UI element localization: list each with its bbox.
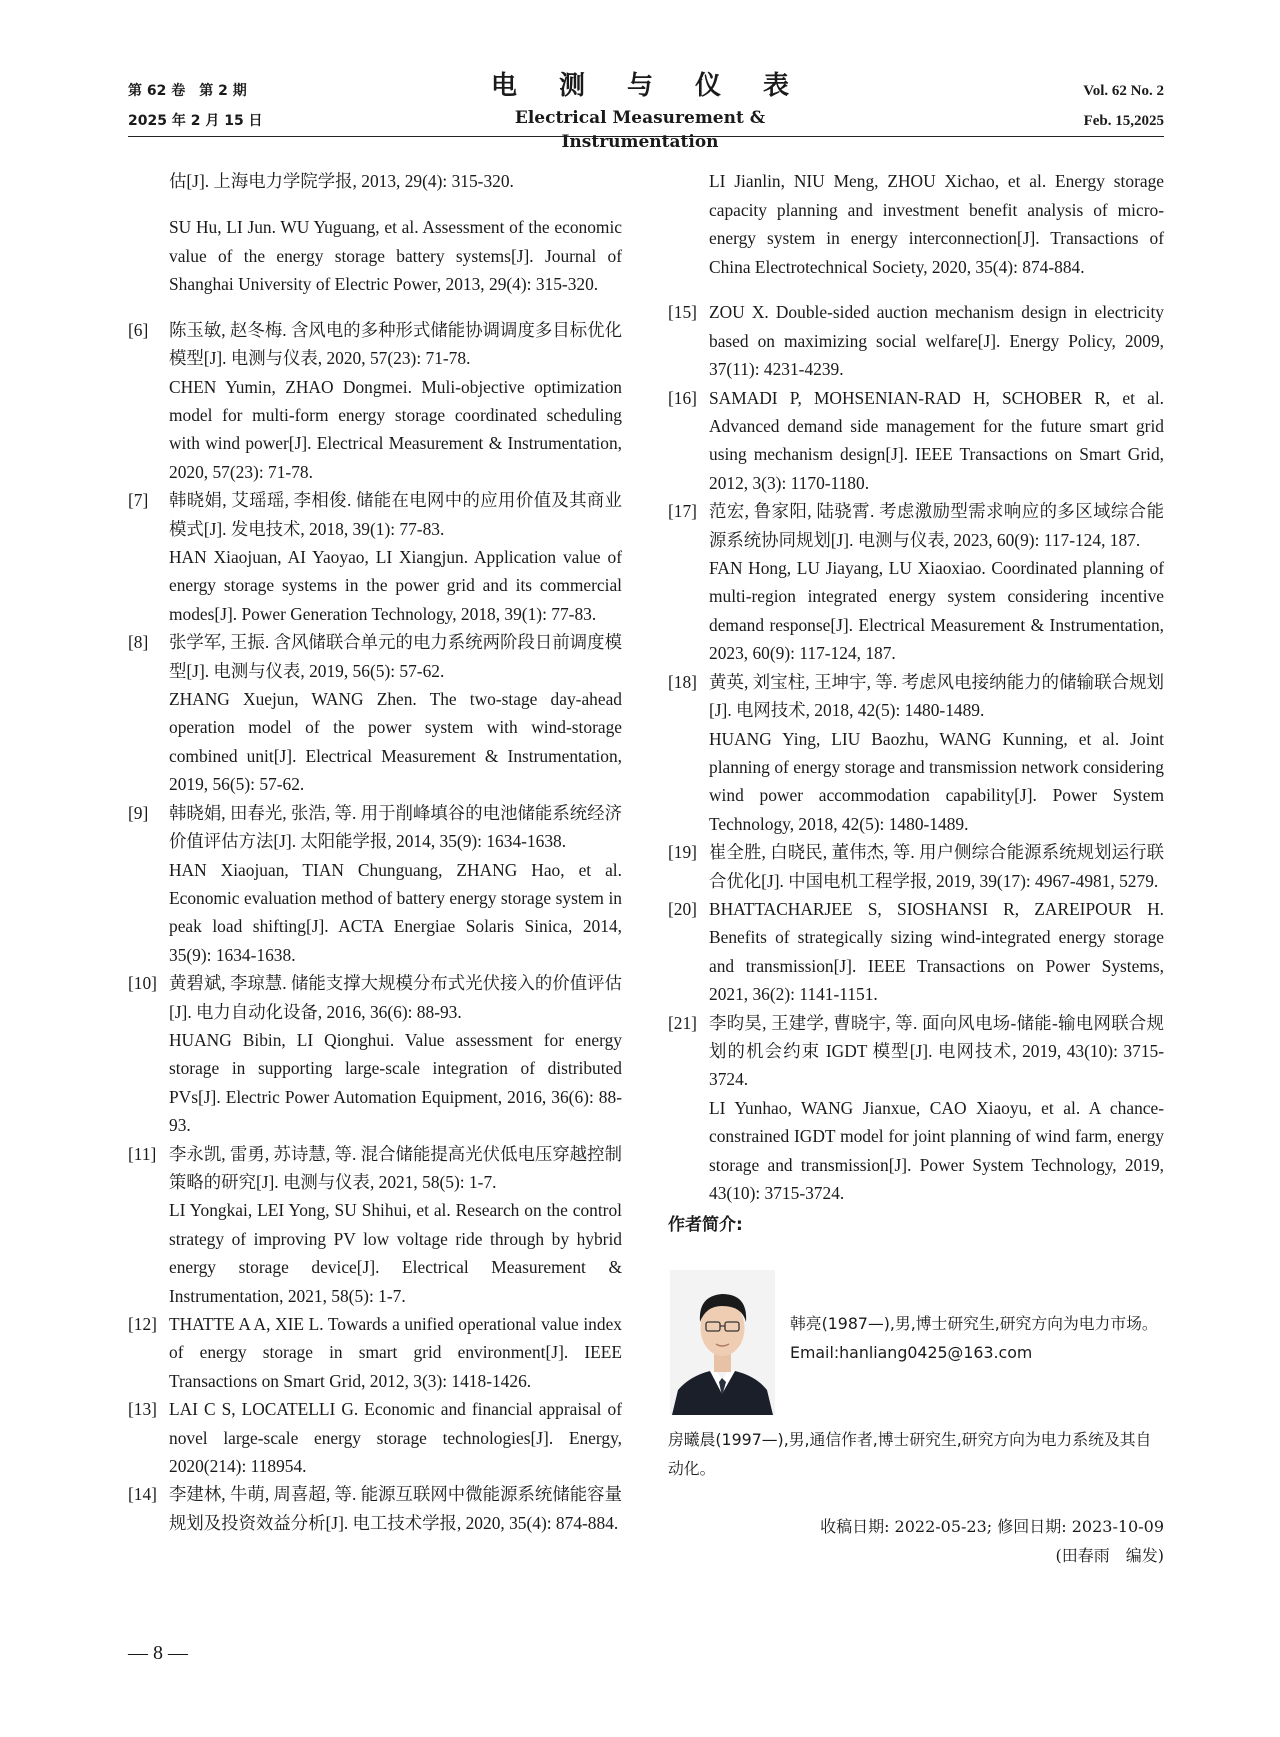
page-number: — 8 —: [128, 1642, 188, 1664]
reference-en-text: SAMADI P, MOHSENIAN-RAD H, SCHOBER R, et al. Advanced demand side management for the future smart grid using mechanism design[J]. IEEE Transactions on Smart Grid, 2012, 3(3): 1170-1180.: [709, 387, 1164, 493]
reference-item: [128, 486, 622, 628]
reference-number: [11]: [128, 1143, 157, 1164]
reference-item: [668, 838, 1164, 895]
date-cn: 2025 年 2 月 15 日: [128, 113, 263, 129]
editor-note: (田春雨 编发): [1055, 1546, 1164, 1565]
reference-cn-text: 陈玉敏, 赵冬梅. 含风电的多种形式储能协调调度多目标优化模型[J]. 电测与仪表, 2020, 57(23): 71-78.: [169, 319, 622, 369]
reference-number: [20]: [668, 898, 697, 919]
reference-en-text: FAN Hong, LU Jiayang, LU Xiaoxiao. Coordinated planning of multi-region integrated energy system considering incentive demand response[J]. Electrical Measurement & Instrumentation, 2023, 60(9): 117-124, 187.: [709, 558, 1164, 664]
reference-item: [128, 1395, 622, 1480]
reference-list-right: [668, 298, 1164, 1207]
reference-item: [668, 298, 1164, 383]
journal-title-en: Electrical Measurement & Instrumentation: [514, 108, 766, 152]
reference-en-text: HAN Xiaojuan, AI Yaoyao, LI Xiangjun. Application value of energy storage systems in the power grid and its commercial modes[J]. Power Generation Technology, 2018, 39(1): 77-83.: [169, 547, 622, 624]
received-revised-dates: 收稿日期: 2022-05-23; 修回日期: 2023-10-09: [820, 1517, 1164, 1536]
reference-item: [668, 384, 1164, 498]
issue-info-cn: [128, 76, 328, 136]
header-rule: [128, 136, 1164, 137]
reference-cn-text: 崔全胜, 白晓民, 董伟杰, 等. 用户侧综合能源系统规划运行联合优化[J]. 中国电机工程学报, 2019, 39(17): 4967-4981, 5279.: [709, 842, 1164, 891]
reference-item: [128, 316, 622, 486]
author-photo: [670, 1270, 775, 1415]
reference-item: [128, 628, 622, 798]
right-column: [668, 150, 1164, 1241]
journal-title: [440, 68, 840, 154]
reference-en-text: HUANG Bibin, LI Qionghui. Value assessment for energy storage in supporting large-scale integration of distributed PVs[J]. Electric Power Automation Equipment, 2016, 36(6): 88-93.: [169, 1029, 622, 1136]
reference-item: [668, 497, 1164, 667]
reference-list-left: [128, 316, 622, 1537]
reference-number: [18]: [668, 671, 697, 692]
reference-item: [128, 1310, 622, 1395]
author-bio-heading: 作者简介:: [668, 1215, 743, 1236]
reference-cn-text: 范宏, 鲁家阳, 陆骁霄. 考虑激励型需求响应的多区域综合能源系统协同规划[J]. 电测与仪表, 2023, 60(9): 117-124, 187.: [709, 501, 1164, 550]
reference-number: [10]: [128, 973, 157, 994]
reference-cn-text: 黄英, 刘宝柱, 王坤宇, 等. 考虑风电接纳能力的储输联合规划[J]. 电网技术, 2018, 42(5): 1480-1489.: [709, 671, 1164, 721]
author-portrait-image: [670, 1270, 775, 1415]
reference-item: [128, 1480, 622, 1537]
reference-en-text: THATTE A A, XIE L. Towards a unified operational value index of energy storage in smart grid environment[J]. IEEE Transactions on Smart Grid, 2012, 3(3): 1418-1426.: [169, 1314, 622, 1391]
reference-5-continued: [128, 167, 622, 298]
reference-number: [17]: [668, 501, 697, 522]
left-column: [128, 150, 622, 1537]
reference-number: [16]: [668, 387, 697, 408]
reference-cn-text: 黄碧斌, 李琼慧. 储能支撑大规模分布式光伏接入的价值评估[J]. 电力自动化设备, 2016, 36(6): 88-93.: [169, 973, 622, 1022]
reference-number: [15]: [668, 302, 697, 323]
reference-cn-text: 估[J]. 上海电力学院学报, 2013, 29(4): 315-320.: [169, 171, 514, 192]
reference-cn-text: 李建林, 牛萌, 周喜超, 等. 能源互联网中微能源系统储能容量规划及投资效益分析[J]. 电工技术学报, 2020, 35(4): 874-884.: [169, 1484, 622, 1533]
reference-en-text: LAI C S, LOCATELLI G. Economic and financial appraisal of novel large-scale energy storage technologies[J]. Energy, 2020(214): 118954.: [169, 1399, 622, 1477]
reference-cn-text: 李昀昊, 王建学, 曹晓宇, 等. 面向风电场-储能-输电网联合规划的机会约束 IGDT 模型[J]. 电网技术, 2019, 43(10): 3715-3724.: [709, 1012, 1164, 1090]
submission-dates-block: [668, 1512, 1164, 1570]
reference-en-text: HAN Xiaojuan, TIAN Chunguang, ZHANG Hao, et al. Economic evaluation method of battery energy storage system in peak load shifting[J]. ACTA Energiae Solaris Sinica, 2014, 35(9): 1634-1638.: [169, 859, 622, 965]
reference-cn-text: 张学军, 王振. 含风储联合单元的电力系统两阶段日前调度模型[J]. 电测与仪表, 2019, 56(5): 57-62.: [169, 632, 622, 681]
reference-cn-text: 韩晓娟, 田春光, 张浩, 等. 用于削峰填谷的电池储能系统经济价值评估方法[J]. 太阳能学报, 2014, 35(9): 1634-1638.: [169, 802, 622, 852]
reference-number: [8]: [128, 632, 149, 653]
journal-title-cn: 电测与仪表: [490, 71, 831, 101]
volume-en: Vol. 62 No. 2: [1083, 83, 1164, 99]
reference-en-text: LI Yunhao, WANG Jianxue, CAO Xiaoyu, et al. A chance-constrained IGDT model for joint planning of wind farm, energy storage and transmission[J]. Power System Technology, 2019, 43(10): 3715-3724.: [709, 1097, 1164, 1203]
reference-en-text: HUANG Ying, LIU Baozhu, WANG Kunning, et al. Joint planning of energy storage and transmission network considering wind power accommodation capability[J]. Power System Technology, 2018, 42(5): 1480-1489.: [709, 728, 1164, 834]
issue-info-en: [944, 76, 1164, 136]
reference-number: [9]: [128, 802, 149, 823]
reference-number: [7]: [128, 490, 149, 511]
author-bio-2: 房曦晨(1997—),男,通信作者,博士研究生,研究方向为电力系统及其自动化。: [668, 1430, 1152, 1478]
reference-item: [128, 1140, 622, 1310]
reference-en-text: BHATTACHARJEE S, SIOSHANSI R, ZAREIPOUR H. Benefits of strategically sizing wind-integrated energy storage and transmission[J]. IEEE Transactions on Power Systems, 2021, 36(2): 1141-1151.: [709, 898, 1164, 1005]
reference-number: [14]: [128, 1484, 157, 1505]
reference-item: [128, 969, 622, 1139]
reference-en-text: LI Yongkai, LEI Yong, SU Shihui, et al. Research on the control strategy of improving PV low voltage ride through by hybrid energy storage device[J]. Electrical Measurement & Instrumentation, 2021, 58(5): 1-7.: [169, 1200, 622, 1306]
reference-item: [668, 1009, 1164, 1208]
reference-number: [19]: [668, 842, 697, 863]
reference-14-continued: [668, 167, 1164, 281]
reference-en-text: SU Hu, LI Jun. WU Yuguang, et al. Assessment of the economic value of the energy storage battery systems[J]. Journal of Shanghai University of Electric Power, 2013, 29(4): 315-320.: [169, 217, 622, 294]
reference-number: [12]: [128, 1314, 157, 1335]
reference-item: [668, 668, 1164, 838]
reference-item: [668, 895, 1164, 1009]
author-bio-1: 韩亮(1987—),男,博士研究生,研究方向为电力市场。Email:hanliang0425@163.com: [790, 1314, 1158, 1362]
reference-number: [13]: [128, 1399, 157, 1420]
reference-en-text: CHEN Yumin, ZHAO Dongmei. Muli-objective optimization model for multi-form energy storage coordinated scheduling with wind power[J]. Electrical Measurement & Instrumentation, 2020, 57(23): 71-78.: [169, 376, 622, 482]
reference-number: [21]: [668, 1012, 697, 1033]
reference-en-text: LI Jianlin, NIU Meng, ZHOU Xichao, et al. Energy storage capacity planning and investment benefit analysis of micro-energy system in energy interconnection[J]. Transactions of China Electrotechnical Society, 2020, 35(4): 874-884.: [709, 171, 1164, 277]
reference-number: [6]: [128, 319, 149, 340]
reference-cn-text: 李永凯, 雷勇, 苏诗慧, 等. 混合储能提高光伏低电压穿越控制策略的研究[J]. 电测与仪表, 2021, 58(5): 1-7.: [169, 1143, 622, 1192]
volume-cn: 第 62 卷 第 2 期: [128, 83, 247, 99]
reference-en-text: ZOU X. Double-sided auction mechanism design in electricity based on maximizing social welfare[J]. Energy Policy, 2009, 37(11): 4231-4239.: [709, 302, 1164, 380]
reference-en-text: ZHANG Xuejun, WANG Zhen. The two-stage day-ahead operation model of the power system with wind-storage combined unit[J]. Electrical Measurement & Instrumentation, 2019, 56(5): 57-62.: [169, 689, 622, 795]
reference-cn-text: 韩晓娟, 艾瑶瑶, 李相俊. 储能在电网中的应用价值及其商业模式[J]. 发电技术, 2018, 39(1): 77-83.: [169, 490, 622, 539]
date-en: Feb. 15,2025: [1083, 113, 1164, 129]
reference-item: [128, 799, 622, 969]
